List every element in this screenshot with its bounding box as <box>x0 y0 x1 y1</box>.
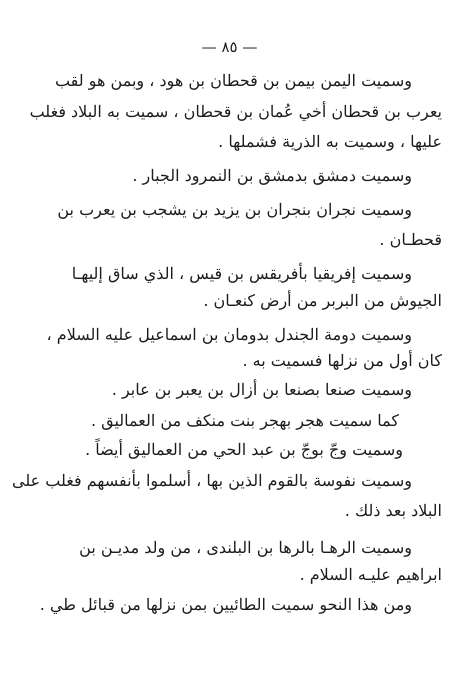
text-line: يعرب بن قحطان أخي عُمان بن قحطان ، سميت به البلاد فغلب <box>29 102 442 121</box>
text-line: وسميت دمشق بدمشق بن النمرود الجبار . <box>132 166 412 185</box>
text-line: البلاد بعد ذلك . <box>344 501 442 520</box>
text-line: وسميت الرهـا بالرها بن البلندى ، من ولد مديـن بن <box>79 538 412 557</box>
text-line: كان أول من نزلها فسميت به . <box>242 351 442 370</box>
text-line: وسميت اليمن بيمن بن قحطان بن هود ، وبمن هو لقب <box>54 71 412 90</box>
text-line: وسميت إفريقيا بأفريقس بن قيس ، الذي ساق إليهـا <box>71 264 412 283</box>
text-line: وسميت نفوسة بالقوم الذين بها ، أسلموا بأنفسهم فغلب على <box>11 471 412 490</box>
text-line: عليها ، وسميت به الذرية فشملها . <box>218 132 442 151</box>
text-line: قحطـان . <box>379 230 442 249</box>
text-line: وسميت دومة الجندل بدومان بن اسماعيل عليه السلام ، <box>46 325 412 344</box>
text-line: ومن هذا النحو سميت الطائيين بمن نزلها من قبائل طي . <box>39 595 412 614</box>
page-number: — ٨٥ — <box>201 38 258 56</box>
text-line: وسميت نجران بنجران بن يزيد بن يشجب بن يعرب بن <box>57 200 412 219</box>
text-line: وسميت صنعا بصنعا بن أزال بن يعبر بن عابر . <box>111 380 412 399</box>
text-line: الجيوش من البربر من أرض كنعـان . <box>203 291 442 310</box>
text-line: ابراهيم عليـه السلام . <box>299 565 442 584</box>
text-line: وسميت وجّ بوجّ بن عبد الحي من العماليق أيضاً . <box>85 440 403 459</box>
text-line: كما سميت هجر بهجر بنت منكف من العماليق . <box>90 411 399 430</box>
